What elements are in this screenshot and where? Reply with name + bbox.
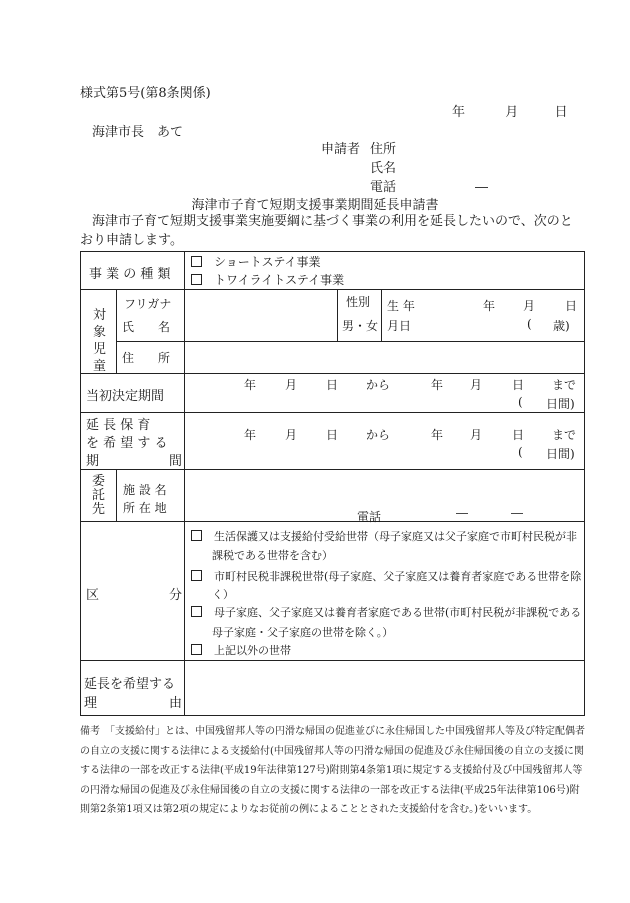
option-label-continued: 母子家庭・父子家庭の世帯を除く。） — [212, 626, 394, 639]
document-title: 海津市子育て短期支援事業期間延長申請書 — [191, 198, 439, 213]
consignee-label: 委託先 — [92, 474, 106, 517]
applicant-label: 申請者 — [321, 142, 361, 157]
reason-label: 理 — [84, 696, 98, 711]
category-option[interactable] — [191, 604, 581, 620]
initial-days-open-paren: ( — [518, 395, 523, 409]
checkbox[interactable] — [191, 256, 202, 267]
extension-period-label: 間 — [169, 454, 183, 469]
reason-label: 延長を希望する — [84, 677, 176, 692]
birth-label: 月日 — [387, 319, 412, 333]
extension-to-day: 日 — [512, 428, 525, 442]
extension-until-label: まで — [552, 428, 577, 442]
extension-to-month: 月 — [470, 428, 483, 442]
extension-from-day: 日 — [326, 428, 339, 442]
extension-to-year: 年 — [431, 428, 444, 442]
divider — [81, 521, 584, 522]
option-label-continued: 課税である世帯を含む） — [212, 549, 333, 562]
category-label: 分 — [169, 588, 183, 603]
initial-from-label: から — [366, 378, 391, 392]
intro-text: 海津市子育て短期支援事業実施要綱に基づく事業の利用を延長したいので、次のとおり申請します。 — [80, 214, 573, 248]
extension-from-month: 月 — [285, 428, 298, 442]
divider — [81, 412, 584, 413]
date-year-label: 年 — [452, 105, 466, 120]
checkbox[interactable] — [191, 570, 202, 581]
option-label: 上記以外の世帯 — [214, 644, 291, 657]
extension-from-label: から — [366, 428, 391, 442]
initial-to-month: 月 — [470, 378, 483, 392]
applicant-address-label: 住所 — [370, 142, 397, 157]
furigana-label: フリガナ — [124, 297, 172, 311]
checkbox[interactable] — [191, 644, 202, 655]
category-option[interactable] — [191, 528, 577, 544]
date-day-label: 日 — [554, 105, 568, 120]
facility-name-label: 施 設 名 — [123, 483, 167, 497]
category-option[interactable] — [191, 568, 581, 584]
initial-days-unit: 日間) — [546, 397, 575, 411]
divider — [81, 660, 584, 661]
category-option[interactable] — [191, 642, 291, 658]
extension-days-open-paren: ( — [518, 445, 523, 459]
initial-to-year: 年 — [431, 378, 444, 392]
divider — [184, 252, 185, 715]
divider — [337, 289, 338, 341]
initial-to-day: 日 — [512, 378, 525, 392]
child-name-label: 氏 名 — [122, 320, 171, 334]
applicant-name-label: 氏名 — [370, 161, 397, 176]
form-number: 様式第5号(第8条関係) — [80, 86, 211, 101]
consignee-phone-label: 電話 — [357, 510, 382, 524]
checkbox[interactable] — [191, 606, 202, 617]
application-table — [80, 251, 585, 716]
extension-from-year: 年 — [244, 428, 257, 442]
birth-label: 生 年 — [387, 299, 415, 313]
option-label-continued: く） — [212, 588, 234, 601]
extension-period-label: を 希 望 す る — [86, 436, 168, 451]
option-label: 市町村民税非課税世帯(母子家庭、父子家庭又は養育者家庭である世帯を除 — [214, 570, 582, 583]
gender-label: 性別 — [346, 295, 371, 309]
option-label: ショートステイ事業 — [214, 255, 321, 269]
consignee-phone-dash: ― — [456, 506, 468, 520]
divider — [116, 341, 584, 342]
applicant-phone-label: 電話 — [370, 180, 397, 195]
divider — [381, 289, 382, 341]
checkbox[interactable] — [191, 530, 202, 541]
option-label: 生活保護又は支援給付受給世帯（母子家庭又は父子家庭で市町村民税が非 — [214, 530, 577, 543]
business-option-short-stay[interactable] — [191, 253, 321, 270]
business-option-twilight-stay[interactable] — [191, 271, 344, 288]
initial-from-year: 年 — [244, 378, 257, 392]
category-label: 区 — [86, 588, 100, 603]
initial-from-month: 月 — [285, 378, 298, 392]
age-unit: 歳) — [553, 319, 570, 333]
divider — [81, 289, 584, 290]
initial-from-day: 日 — [326, 378, 339, 392]
divider — [116, 289, 117, 373]
date-month-label: 月 — [505, 105, 519, 120]
divider — [81, 469, 584, 470]
option-label: 母子家庭、父子家庭又は養育者家庭である世帯(市町村民税が非課税である — [214, 606, 582, 619]
birth-day: 日 — [565, 299, 578, 313]
age-open-paren: ( — [527, 317, 532, 331]
applicant-phone-dash: ― — [475, 180, 488, 195]
extension-days-unit: 日間) — [546, 447, 575, 461]
consignee-phone-dash: ― — [511, 506, 523, 520]
child-address-label: 住 所 — [122, 351, 171, 365]
checkbox[interactable] — [191, 274, 202, 285]
addressee: 海津市長 あて — [92, 125, 184, 140]
initial-until-label: まで — [552, 378, 577, 392]
date-line — [452, 101, 568, 120]
birth-year: 年 — [483, 299, 496, 313]
initial-period-label: 当初決定期間 — [86, 389, 165, 404]
divider — [116, 469, 117, 521]
remarks-note: 備考 「支援給付」とは、中国残留邦人等の円滑な帰国の促進並びに永住帰国した中国残留邦人等及び特定配偶者の自立の支援に関する法律による支援給付(中国残留邦人等の円滑な帰国の促進及び永住帰国後の自立の支援に関する法律の一部を改正する法律(平成19年法律第127号)附則第4条第1項に規定する支援給付及び中国残留邦人等の円滑な帰国の促進及び永住帰国後の自立の支援に関する法律の一部を改正する法律(平成25年法律第106号)附則第2条第1項又は第2項の規定によりなお従前の例によることとされた支援給付を含む。)をいいます。 — [80, 726, 585, 815]
target-child-label: 対象児童 — [93, 308, 107, 374]
applicant-block — [321, 140, 488, 197]
facility-address-label: 所 在 地 — [123, 501, 167, 515]
option-label: トワイライトステイ事業 — [214, 273, 345, 287]
extension-period-label: 延 長 保 育 — [86, 418, 151, 433]
gender-value[interactable]: 男・女 — [342, 319, 379, 333]
birth-month: 月 — [523, 299, 536, 313]
extension-period-label: 期 — [86, 454, 100, 469]
reason-label: 由 — [169, 696, 183, 711]
divider — [81, 373, 584, 374]
business-type-label: 事 業 の 種 類 — [89, 267, 171, 282]
